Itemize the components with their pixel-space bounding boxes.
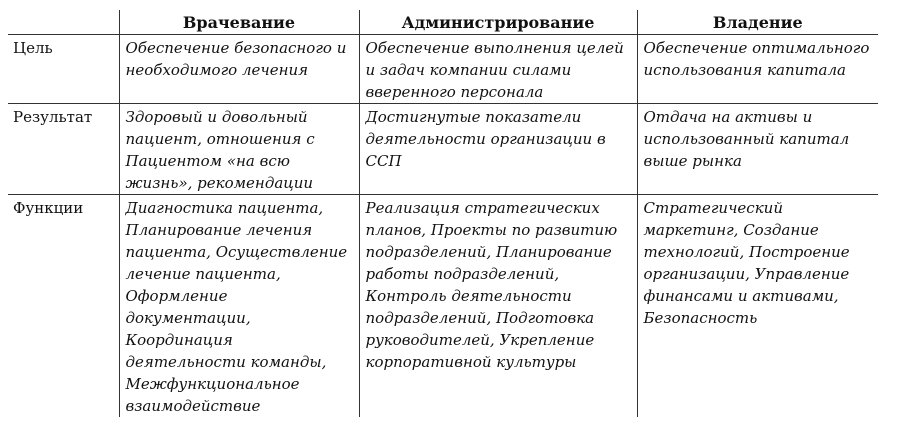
- table-row-functions: [8, 195, 878, 418]
- table-row-result: [8, 104, 878, 195]
- comparison-table-container: [8, 10, 878, 417]
- header-ownership: Владение: [637, 10, 878, 35]
- cell-functions-administration: Реализация стратегических планов, Проекты по развитию подразделений, Планирование работы подразделений, Контроль деятельности подразделений, Подготовка руководителей, Укрепление корпоративной культуры: [359, 195, 637, 418]
- header-treatment: Врачевание: [119, 10, 359, 35]
- table-row-goal: [8, 35, 878, 104]
- cell-goal-administration: Обеспечение выполнения целей и задач компании силами вверенного персонала: [359, 35, 637, 104]
- cell-functions-ownership: Стратегический маркетинг, Создание технологий, Построение организации, Управление финансами и активами, Безопасность: [637, 195, 878, 418]
- cell-functions-treatment: Диагностика пациента, Планирование лечения пациента, Осуществление лечение пациента, Оформление документации, Координация деятельности команды, Межфункциональное взаимодействие: [119, 195, 359, 418]
- cell-result-treatment: Здоровый и довольный пациент, отношения с Пациентом «на всю жизнь», рекомендации: [119, 104, 359, 195]
- row-label-result: Результат: [8, 104, 119, 195]
- table-header-row: [8, 10, 878, 35]
- row-label-functions: Функции: [13, 199, 84, 217]
- comparison-table: [8, 10, 878, 417]
- cell-goal-ownership: Обеспечение оптимального использования капитала: [637, 35, 878, 104]
- row-label-goal: Цель: [8, 35, 119, 104]
- header-administration: Администрирование: [359, 10, 637, 35]
- cell-result-administration: Достигнутые показатели деятельности организации в ССП: [359, 104, 637, 195]
- cell-result-ownership: Отдача на активы и использованный капитал выше рынка: [637, 104, 878, 195]
- header-corner: [8, 10, 119, 35]
- cell-goal-treatment: Обеспечение безопасного и необходимого лечения: [119, 35, 359, 104]
